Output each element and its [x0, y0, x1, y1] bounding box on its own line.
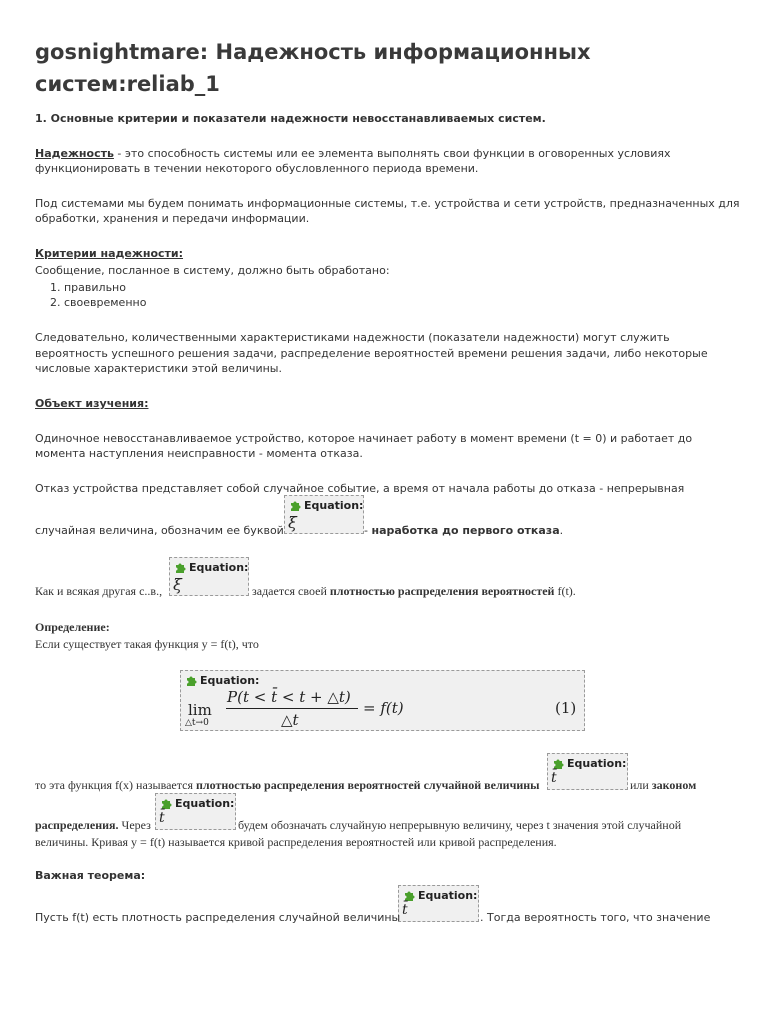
systems-line-1: Под системами мы будем понимать информационные системы, т.е. устройства и сети устройств, предназначенных для	[35, 197, 740, 210]
equation-formula-1[interactable]	[180, 670, 585, 731]
page-title: gosnightmare: Надежность информационных систем:reliab_1	[35, 40, 591, 96]
then-line-start: то эта функция f(x) называется плотностью распределения вероятностей случайной величины	[35, 778, 540, 792]
hence-line-2: вероятность успешного решения задачи, распределение вероятностей времени решения задачи, либо некоторые	[35, 347, 708, 360]
law-term: законом	[651, 778, 697, 792]
object-heading: Объект изучения:	[35, 397, 149, 410]
term-reliability: Надежность	[35, 147, 114, 160]
equation-label: Equation:	[289, 499, 363, 512]
tbar-symbol: t̄	[402, 902, 408, 918]
puzzle-icon	[289, 500, 301, 512]
tbar-symbol: t̄	[159, 810, 165, 826]
object-line-1: Одиночное невосстанавливаемое устройство, которое начинает работу в момент времени (t = 0) и работает до	[35, 432, 693, 445]
section-heading: 1. Основные критерии и показатели надежности невосстанавливаемых систем.	[35, 112, 546, 125]
sv-line-start: Как и всякая другая с..в.,	[35, 584, 163, 598]
definition-paragraph	[35, 147, 671, 160]
first-failure-term: наработка до первого отказа	[371, 524, 560, 537]
then-line-end: или законом	[630, 778, 697, 792]
puzzle-icon	[552, 758, 564, 770]
theorem-line-start: Пусть f(t) есть плотность распределения случайной величины	[35, 911, 401, 924]
sv-line-end: задается своей плотностью распределения вероятностей f(t).	[252, 584, 576, 598]
hence-line-3: числовые характеристики этой величины.	[35, 362, 282, 375]
equation-tbar-3[interactable]	[398, 885, 479, 922]
definition-line-2: функционировать в течении некоторого обусловленного периода времени.	[35, 162, 479, 175]
dist-line-2: величины. Кривая y = f(t) называется кривой распределения вероятностей или кривой распределения.	[35, 835, 557, 849]
equation-xi-1[interactable]	[284, 495, 364, 534]
xi-symbol: ξ	[173, 575, 182, 594]
puzzle-icon	[174, 562, 186, 574]
definition-text: - это способность системы или ее элемента выполнять свои функции в оговоренных условиях	[113, 147, 671, 160]
criteria-item-2: 2. своевременно	[50, 296, 147, 309]
fraction-bar	[226, 708, 358, 709]
equation-tbar-1[interactable]	[547, 753, 628, 790]
density-term: плотностью распределения вероятностей	[329, 584, 555, 598]
equation-label: Equation:	[552, 757, 626, 770]
formula-rhs: = f(t)	[363, 699, 404, 717]
tbar-symbol: t̄	[551, 770, 557, 786]
equation-label: Equation:	[160, 797, 234, 810]
theorem-line-end: . Тогда вероятность того, что значение	[480, 911, 711, 924]
failure-line-2-start: случайная величина, обозначим ее буквой	[35, 524, 284, 537]
formula-denominator: △t	[281, 711, 299, 729]
criteria-intro: Сообщение, посланное в систему, должно быть обработано:	[35, 264, 390, 277]
equation-label: Equation:	[174, 561, 248, 574]
equation-label: Equation:	[403, 889, 477, 902]
hence-line-1: Следовательно, количественными характеристиками надежности (показатели надежности) могут служить	[35, 331, 670, 344]
formula-lim-sub: △t→0	[185, 718, 209, 728]
criteria-item-1: 1. правильно	[50, 281, 126, 294]
xi-symbol: ξ	[288, 513, 297, 532]
equation-xi-2[interactable]	[169, 557, 249, 596]
formula-number: (1)	[555, 699, 577, 717]
density-rv-term: плотностью распределения вероятностей случайной величины	[195, 778, 540, 792]
formula-lim: lim	[188, 701, 212, 719]
definition-text: Если существует такая функция y = f(t), что	[35, 637, 259, 651]
formula-numerator: P(t < t̄ < t + △t)	[227, 688, 351, 706]
definition-heading: Определение:	[35, 620, 110, 634]
equation-tbar-2[interactable]	[155, 793, 236, 830]
dist-line-start: распределения. Через	[35, 818, 151, 832]
failure-line-2-end: - наработка до первого отказа.	[364, 524, 564, 537]
object-line-2: момента наступления неисправности - момента отказа.	[35, 447, 363, 460]
puzzle-icon	[160, 798, 172, 810]
puzzle-icon	[185, 675, 197, 687]
distribution-term: распределения.	[35, 818, 119, 832]
systems-line-2: обработки, хранения и передачи информации.	[35, 212, 310, 225]
theorem-heading: Важная теорема:	[35, 869, 146, 882]
puzzle-icon	[403, 890, 415, 902]
failure-line-1: Отказ устройства представляет собой случайное событие, а время от начала работы до отказа - непрерывная	[35, 482, 685, 495]
criteria-heading: Критерии надежности:	[35, 247, 184, 260]
equation-label: Equation:	[185, 674, 259, 687]
dist-line-rest: будем обозначать случайную непрерывную величину, через t значения этой случайной	[238, 818, 682, 832]
